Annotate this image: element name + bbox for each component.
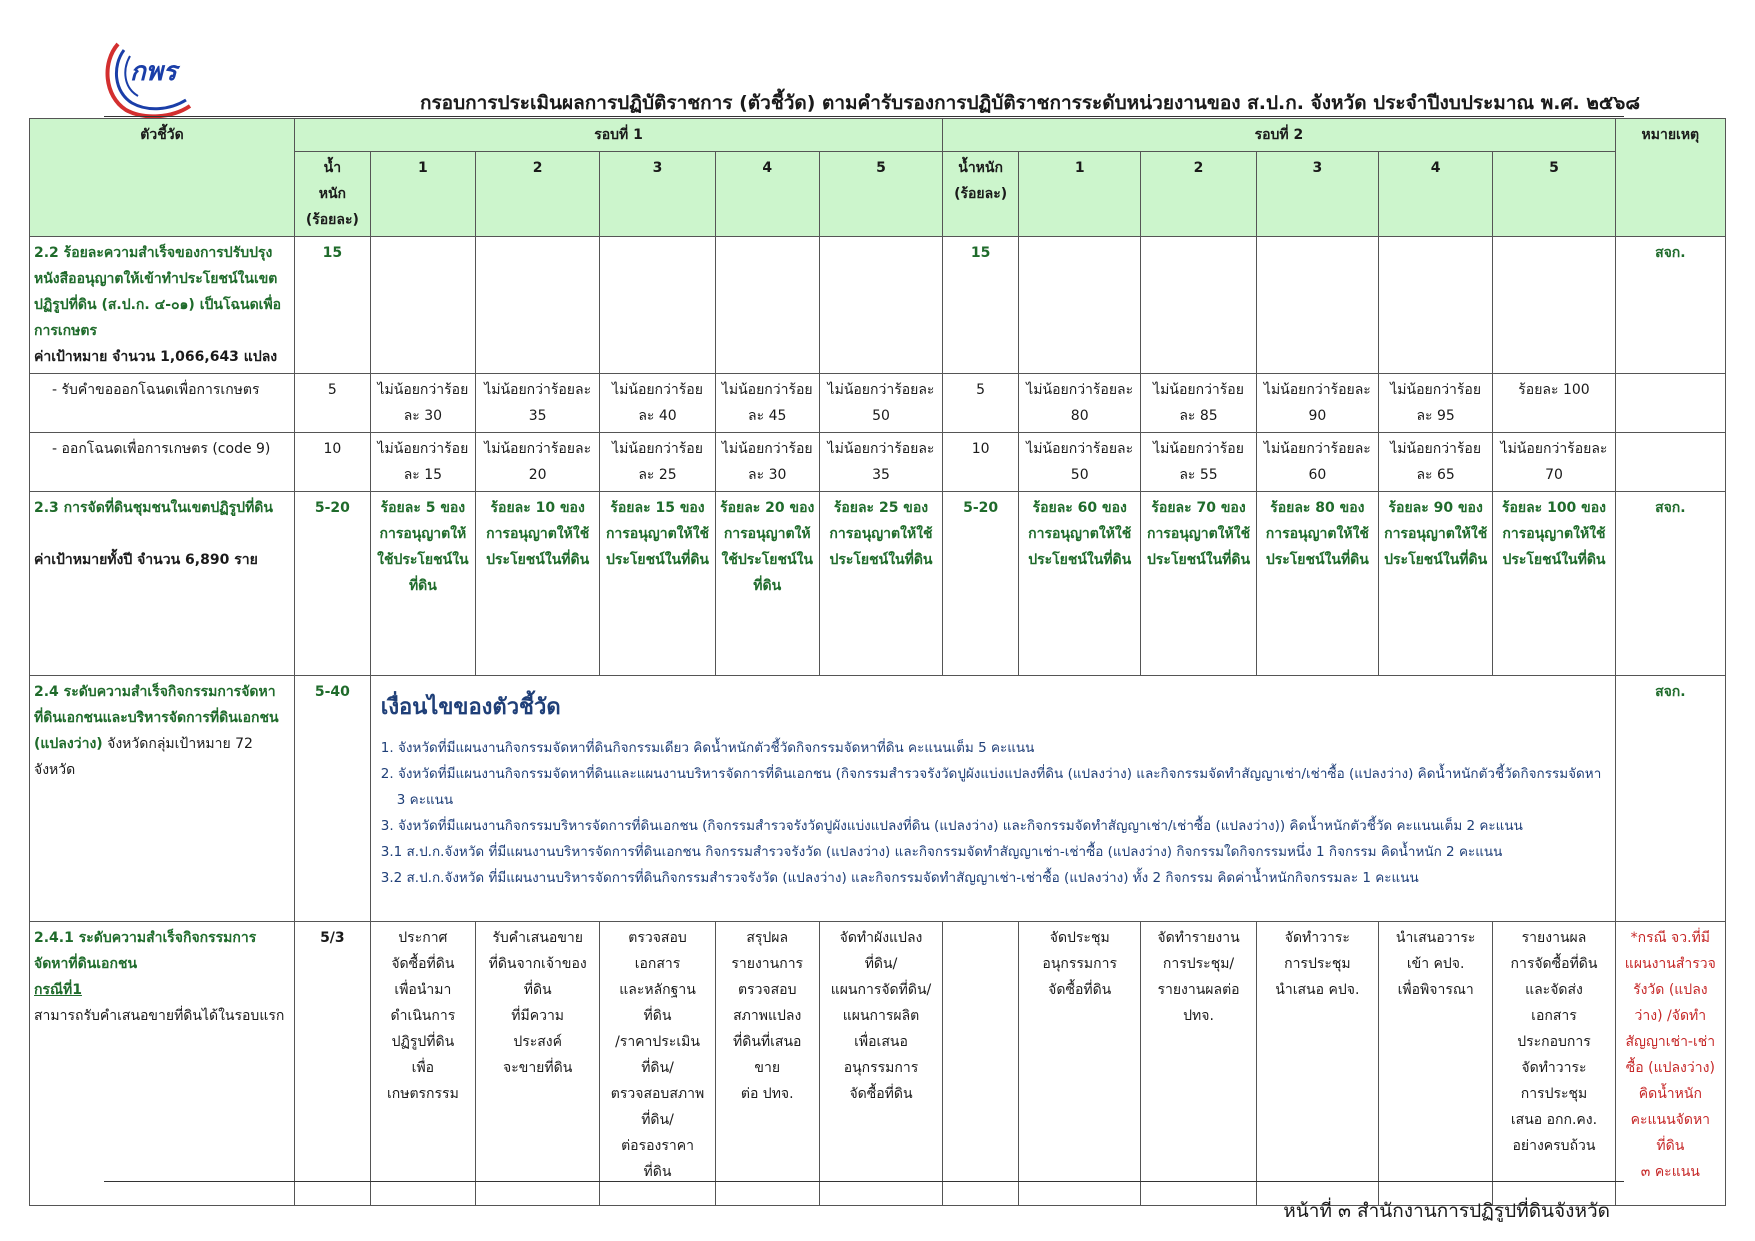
indicator-2-3: 2.3 การจัดที่ดินชุมชนในเขตปฏิรูปที่ดิน ค่าเป้าหมายทั้งปี จำนวน 6,890 ราย	[30, 492, 295, 676]
condition-item: 3. จังหวัดที่มีแผนงานกิจกรรมบริหารจัดการที่ดินเอกชน (กิจกรรมสำรวจรังวัดปูผังแบ่งแปลงที่ดิน (แปลงว่าง) และกิจกรรมจัดทำสัญญาเช่า/เช่าซื้อ (แปลงว่าง)) คิดน้ำหนักตัวชี้วัด คะแนนเต็ม 2 คะแนน	[380, 818, 1523, 834]
level-cell: ไม่น้อยกว่าร้อยละ 20	[475, 433, 599, 492]
level-cell: ร้อยละ 20 ของการอนุญาตให้ใช้ประโยชน์ในที่ดิน	[715, 492, 819, 676]
indicator-2-4-1: 2.4.1 ระดับความสำเร็จกิจกรรมการจัดหาที่ดินเอกชน กรณีที่1 สามารถรับคำเสนอขายที่ดินได้ในรอบแรก	[30, 922, 295, 1206]
condition-item: 3.2 ส.ป.ก.จังหวัด ที่มีแผนงานบริหารจัดการที่ดินกิจกรรมสำรวจรังวัด (แปลงว่าง) และกิจกรรมจัดทำสัญญาเช่า-เช่าซื้อ (แปลงว่าง) ทั้ง 2 กิจกรรม คิดค่าน้ำหนักกิจกรรมละ 1 คะแนน	[380, 870, 1419, 886]
level-cell: ไม่น้อยกว่าร้อยละ 40	[600, 374, 715, 433]
header-level-3: 3	[600, 152, 715, 237]
weight-round-2: 15	[943, 237, 1019, 374]
header-level-5: 5	[1493, 152, 1615, 237]
condition-item: 3 คะแนน	[396, 792, 454, 808]
remark-cell: สจก.	[1615, 237, 1725, 374]
table-row	[30, 676, 1726, 922]
condition-item: 3.1 ส.ป.ก.จังหวัด ที่มีแผนงานบริหารจัดการที่ดินเอกชน กิจกรรมสำรวจรังวัด (แปลงว่าง) และกิจกรรมจัดทำสัญญาเช่า-เช่าซื้อ (แปลงว่าง) กิจกรรมใดกิจกรรมหนึ่ง 1 กิจกรรม คิดน้ำหนัก 2 คะแนน	[380, 844, 1503, 860]
level-cell: ไม่น้อยกว่าร้อยละ 60	[1256, 433, 1378, 492]
level-cell: ไม่น้อยกว่าร้อยละ 80	[1019, 374, 1141, 433]
level-cell: ไม่น้อยกว่าร้อยละ 65	[1379, 433, 1493, 492]
weight-round-1: 5/3	[294, 922, 370, 1206]
level-cell: ไม่น้อยกว่าร้อยละ 95	[1379, 374, 1493, 433]
level-cell: ร้อยละ 10 ของการอนุญาตให้ใช้ประโยชน์ในที่ดิน	[475, 492, 599, 676]
step-cell: นำเสนอวาระ เข้า คปจ. เพื่อพิจารณา	[1379, 922, 1493, 1206]
level-cell: ไม่น้อยกว่าร้อยละ 35	[819, 433, 942, 492]
header-level-2: 2	[475, 152, 599, 237]
remark-cell: สจก.	[1615, 492, 1725, 676]
indicator-2-2-a: - รับคำขอออกโฉนดเพื่อการเกษตร	[30, 374, 295, 433]
header-indicator: ตัวชี้วัด	[30, 119, 295, 237]
header-level-1: 1	[370, 152, 475, 237]
header-level-1: 1	[1019, 152, 1141, 237]
level-cell: ร้อยละ 90 ของการอนุญาตให้ใช้ประโยชน์ในที่ดิน	[1379, 492, 1493, 676]
indicator-2-2-b: - ออกโฉนดเพื่อการเกษตร (code 9)	[30, 433, 295, 492]
level-cell: ไม่น้อยกว่าร้อยละ 70	[1493, 433, 1615, 492]
level-cell: ไม่น้อยกว่าร้อยละ 25	[600, 433, 715, 492]
weight-round-2: 10	[943, 433, 1019, 492]
level-cell: ไม่น้อยกว่าร้อยละ 50	[819, 374, 942, 433]
header-round-2: รอบที่ 2	[943, 119, 1615, 152]
conditions-title: เงื่อนไขของตัวชี้วัด	[380, 695, 561, 720]
remark-cell: สจก.	[1615, 676, 1725, 922]
table-row	[30, 492, 1726, 676]
header-weight-round-1: น้ำ หนัก (ร้อยละ)	[294, 152, 370, 237]
step-cell: รายงานผล การจัดซื้อที่ดิน และจัดส่ง เอกสาร ประกอบการ จัดทำวาระ การประชุม เสนอ อกก.คง. อย่างครบถ้วน	[1493, 922, 1615, 1206]
step-cell: จัดทำวาระ การประชุม นำเสนอ คปจ.	[1256, 922, 1378, 1206]
header-row-1	[30, 119, 1726, 152]
header-level-3: 3	[1256, 152, 1378, 237]
header-level-4: 4	[1379, 152, 1493, 237]
page-footer: หน้าที่ ๓ สำนักงานการปฏิรูปที่ดินจังหวัด	[1283, 1200, 1610, 1222]
indicator-2-4: 2.4 ระดับความสำเร็จกิจกรรมการจัดหาที่ดินเอกชนและบริหารจัดการที่ดินเอกชน (แปลงว่าง) จังหวัดกลุ่มเป้าหมาย 72 จังหวัด	[30, 676, 295, 922]
level-cell: ร้อยละ 25 ของการอนุญาตให้ใช้ประโยชน์ในที่ดิน	[819, 492, 942, 676]
weight-round-1: 5	[294, 374, 370, 433]
weight-round-1: 5-20	[294, 492, 370, 676]
weight-round-1: 10	[294, 433, 370, 492]
step-cell: จัดประชุม อนุกรรมการ จัดซื้อที่ดิน	[1019, 922, 1141, 1206]
step-cell: ตรวจสอบ เอกสาร และหลักฐาน ที่ดิน /ราคาประเมิน ที่ดิน/ ตรวจสอบสภาพ ที่ดิน/ ต่อรองราคา ที่ดิน	[600, 922, 715, 1206]
level-cell: ไม่น้อยกว่าร้อยละ 45	[715, 374, 819, 433]
weight-round-2: 5-20	[943, 492, 1019, 676]
footer-divider	[104, 1181, 1624, 1182]
step-cell: จัดทำรายงาน การประชุม/ รายงานผลต่อ ปทจ.	[1141, 922, 1256, 1206]
header-level-5: 5	[819, 152, 942, 237]
table-row	[30, 433, 1726, 492]
level-cell: ร้อยละ 100 ของการอนุญาตให้ใช้ประโยชน์ในที่ดิน	[1493, 492, 1615, 676]
level-cell: ไม่น้อยกว่าร้อยละ 30	[715, 433, 819, 492]
level-cell: ไม่น้อยกว่าร้อยละ 85	[1141, 374, 1256, 433]
header-weight-round-2: น้ำหนัก (ร้อยละ)	[943, 152, 1019, 237]
level-cell: ไม่น้อยกว่าร้อยละ 90	[1256, 374, 1378, 433]
condition-item: 1. จังหวัดที่มีแผนงานกิจกรรมจัดหาที่ดินกิจกรรมเดียว คิดน้ำหนักตัวชี้วัดกิจกรรมจัดหาที่ดิน คะแนนเต็ม 5 คะแนน	[380, 740, 1035, 756]
weight-round-2: 5	[943, 374, 1019, 433]
evaluation-table	[29, 118, 1726, 1206]
title-divider	[104, 116, 1624, 117]
level-cell: ไม่น้อยกว่าร้อยละ 35	[475, 374, 599, 433]
level-cell: ร้อยละ 100	[1493, 374, 1615, 433]
remark-note: *กรณี จว.ที่มี แผนงานสำรวจ รังวัด (แปลง ว่าง) /จัดทำ สัญญาเช่า-เช่า ซื้อ (แปลงว่าง) คิดน้ำหนัก คะแนนจัดหา ที่ดิน ๓ คะแนน	[1615, 922, 1725, 1206]
level-cell: ร้อยละ 5 ของการอนุญาตให้ใช้ประโยชน์ในที่ดิน	[370, 492, 475, 676]
level-cell: ไม่น้อยกว่าร้อยละ 50	[1019, 433, 1141, 492]
level-cell: ไม่น้อยกว่าร้อยละ 30	[370, 374, 475, 433]
table-row	[30, 237, 1726, 374]
level-cell: ไม่น้อยกว่าร้อยละ 15	[370, 433, 475, 492]
level-cell: ร้อยละ 60 ของการอนุญาตให้ใช้ประโยชน์ในที่ดิน	[1019, 492, 1141, 676]
table-row	[30, 922, 1726, 1206]
step-cell: สรุปผล รายงานการ ตรวจสอบ สภาพแปลง ที่ดินที่เสนอ ขาย ต่อ ปทจ.	[715, 922, 819, 1206]
header-level-4: 4	[715, 152, 819, 237]
case-label: กรณีที่1	[34, 982, 82, 998]
weight-round-2	[943, 922, 1019, 1206]
level-cell: ร้อยละ 80 ของการอนุญาตให้ใช้ประโยชน์ในที่ดิน	[1256, 492, 1378, 676]
weight-round-1: 5-40	[294, 676, 370, 922]
svg-text:กพร: กพร	[130, 57, 177, 87]
weight-round-1: 15	[294, 237, 370, 374]
organization-logo	[100, 36, 210, 120]
indicator-conditions	[370, 676, 1615, 922]
level-cell: ร้อยละ 15 ของการอนุญาตให้ใช้ประโยชน์ในที่ดิน	[600, 492, 715, 676]
header-round-1: รอบที่ 1	[294, 119, 942, 152]
table-row	[30, 374, 1726, 433]
step-cell: จัดทำผังแปลง ที่ดิน/ แผนการจัดที่ดิน/ แผนการผลิต เพื่อเสนอ อนุกรรมการ จัดซื้อที่ดิน	[819, 922, 942, 1206]
header-remark: หมายเหตุ	[1615, 119, 1725, 237]
condition-item: 2. จังหวัดที่มีแผนงานกิจกรรมจัดหาที่ดินและแผนงานบริหารจัดการที่ดินเอกชน (กิจกรรมสำรวจรังวัดปูผังแบ่งแปลงที่ดิน (แปลงว่าง) และกิจกรรมจัดทำสัญญาเช่า/เช่าซื้อ (แปลงว่าง) คิดน้ำหนักตัวชี้วัดกิจกรรมจัดหา	[380, 766, 1602, 782]
level-cell: ไม่น้อยกว่าร้อยละ 55	[1141, 433, 1256, 492]
indicator-2-2: 2.2 ร้อยละความสำเร็จของการปรับปรุงหนังสืออนุญาตให้เข้าทำประโยชน์ในเขตปฏิรูปที่ดิน (ส.ป.ก. ๔-๐๑) เป็นโฉนดเพื่อการเกษตร ค่าเป้าหมาย จำนวน 1,066,643 แปลง	[30, 237, 295, 374]
page-title: กรอบการประเมินผลการปฏิบัติราชการ (ตัวชี้วัด) ตามคำรับรองการปฏิบัติราชการระดับหน่วยงานของ ส.ป.ก. จังหวัด ประจำปีงบประมาณ พ.ศ. ๒๕๖๘	[419, 92, 1640, 114]
step-cell: รับคำเสนอขาย ที่ดินจากเจ้าของ ที่ดิน ที่มีความ ประสงค์ จะขายที่ดิน	[475, 922, 599, 1206]
header-level-2: 2	[1141, 152, 1256, 237]
step-cell: ประกาศ จัดซื้อที่ดิน เพื่อนำมา ดำเนินการ ปฏิรูปที่ดิน เพื่อ เกษตรกรรม	[370, 922, 475, 1206]
level-cell: ร้อยละ 70 ของการอนุญาตให้ใช้ประโยชน์ในที่ดิน	[1141, 492, 1256, 676]
